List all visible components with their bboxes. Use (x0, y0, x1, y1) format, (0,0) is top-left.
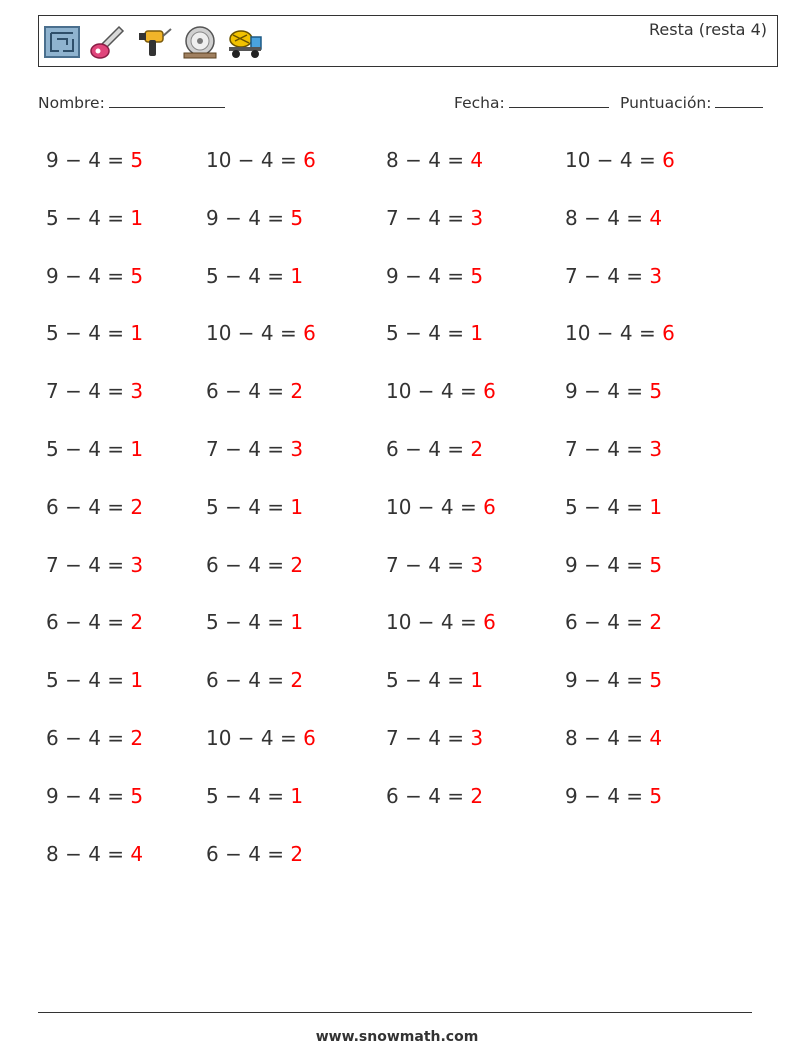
problem-item (386, 726, 483, 750)
problem-item (46, 148, 143, 172)
problem-answer: 5 (649, 668, 663, 693)
problem-answer: 1 (470, 668, 484, 693)
problem-question: 10 − 4 = (206, 726, 304, 750)
chainsaw-icon (89, 23, 127, 61)
problem-item (206, 842, 303, 866)
problem-item (46, 668, 143, 692)
problem-item (386, 264, 483, 288)
problem-question: 7 − 4 = (386, 205, 471, 230)
problem-answer: 1 (470, 321, 484, 346)
name-field (38, 93, 225, 112)
problem-question: 6 − 4 = (206, 552, 291, 577)
problem-answer: 5 (649, 379, 663, 404)
problem-item (206, 495, 303, 519)
problem-answer: 5 (649, 552, 663, 577)
problem-question: 8 − 4 = (565, 205, 650, 230)
problem-answer: 2 (290, 841, 304, 866)
problem-question: 7 − 4 = (565, 263, 650, 288)
problem-answer: 2 (130, 494, 144, 519)
problem-item (386, 784, 483, 808)
problem-question: 9 − 4 = (565, 552, 650, 577)
problem-item (565, 264, 662, 288)
problem-answer: 3 (470, 552, 484, 577)
problem-item (206, 437, 303, 461)
problem-question: 7 − 4 = (565, 437, 650, 461)
problem-answer: 6 (303, 321, 316, 346)
problem-item (386, 321, 483, 345)
problem-item (46, 264, 143, 288)
problem-question: 5 − 4 = (46, 321, 131, 346)
problem-question: 9 − 4 = (46, 783, 131, 808)
problem-item (46, 206, 143, 230)
problem-answer: 1 (130, 205, 144, 230)
date-blank[interactable] (509, 93, 609, 108)
problem-answer: 1 (290, 610, 304, 635)
problem-answer: 6 (303, 148, 316, 172)
problem-question: 7 − 4 = (386, 552, 471, 577)
problem-answer: 1 (290, 263, 304, 288)
problem-item (565, 726, 662, 750)
problem-question: 10 − 4 = (565, 321, 663, 346)
problem-question: 7 − 4 = (206, 437, 291, 461)
problem-answer: 2 (290, 379, 304, 404)
problem-item (206, 321, 316, 345)
footer-url: www.snowmath.com (315, 1029, 479, 1045)
problem-question: 6 − 4 = (206, 668, 291, 693)
problem-answer: 3 (649, 263, 663, 288)
problem-answer: 6 (662, 321, 675, 346)
problem-answer: 4 (649, 205, 663, 230)
problem-item (565, 610, 662, 634)
problem-answer: 5 (470, 263, 484, 288)
problem-item (206, 668, 303, 692)
problem-item (386, 148, 483, 172)
problem-question: 10 − 4 = (206, 321, 304, 346)
problem-item (206, 264, 303, 288)
problem-item (46, 321, 143, 345)
circular-saw-icon (181, 23, 219, 61)
problem-answer: 4 (470, 148, 484, 172)
problem-answer: 2 (290, 552, 304, 577)
problem-item (565, 206, 662, 230)
problem-question: 6 − 4 = (386, 783, 471, 808)
problem-question: 5 − 4 = (206, 263, 291, 288)
problem-answer: 2 (649, 610, 663, 635)
header-box (38, 15, 778, 67)
problem-answer: 2 (470, 437, 484, 461)
problem-question: 6 − 4 = (46, 610, 131, 635)
problem-answer: 3 (130, 552, 144, 577)
problem-question: 8 − 4 = (386, 148, 471, 172)
problem-answer: 4 (649, 726, 663, 750)
score-blank[interactable] (715, 93, 763, 108)
problem-question: 7 − 4 = (386, 726, 471, 750)
problem-question: 8 − 4 = (565, 726, 650, 750)
problem-answer: 3 (470, 726, 484, 750)
problem-item (565, 379, 662, 403)
problem-question: 10 − 4 = (386, 610, 484, 635)
problem-question: 5 − 4 = (386, 321, 471, 346)
problem-answer: 1 (290, 783, 304, 808)
problem-question: 6 − 4 = (565, 610, 650, 635)
name-blank[interactable] (109, 93, 225, 108)
problem-question: 6 − 4 = (206, 841, 291, 866)
problem-answer: 5 (130, 148, 144, 172)
maze-icon (43, 23, 81, 61)
problem-item (386, 553, 483, 577)
problem-answer: 2 (130, 610, 144, 635)
problem-item (565, 148, 675, 172)
problem-item (565, 321, 675, 345)
problem-item (46, 495, 143, 519)
problem-item (206, 784, 303, 808)
problem-item (46, 379, 143, 403)
problem-answer: 1 (130, 668, 144, 693)
problem-question: 9 − 4 = (565, 783, 650, 808)
problem-answer: 6 (483, 610, 496, 635)
problem-answer: 3 (470, 205, 484, 230)
problem-question: 9 − 4 = (565, 379, 650, 404)
problem-item (206, 379, 303, 403)
problem-answer: 3 (649, 437, 663, 461)
problem-item (565, 553, 662, 577)
problem-question: 5 − 4 = (46, 437, 131, 461)
problem-item (46, 437, 143, 461)
problem-question: 6 − 4 = (46, 726, 131, 750)
problem-question: 9 − 4 = (46, 148, 131, 172)
problem-question: 9 − 4 = (46, 263, 131, 288)
problem-item (565, 437, 662, 461)
problem-item (386, 668, 483, 692)
problem-question: 10 − 4 = (386, 494, 484, 519)
problem-answer: 3 (130, 379, 144, 404)
problem-answer: 2 (130, 726, 144, 750)
problem-question: 10 − 4 = (565, 148, 663, 172)
footer-divider (38, 1012, 752, 1013)
problem-item (46, 726, 143, 750)
score-label: Puntuación: (620, 94, 712, 112)
problem-item (565, 668, 662, 692)
problem-answer: 5 (649, 783, 663, 808)
problem-answer: 6 (662, 148, 675, 172)
problem-item (206, 148, 316, 172)
problem-question: 5 − 4 = (206, 494, 291, 519)
problem-answer: 1 (649, 494, 663, 519)
problem-question: 5 − 4 = (46, 668, 131, 693)
problem-item (386, 495, 496, 519)
problem-answer: 1 (290, 494, 304, 519)
problem-answer: 6 (303, 726, 316, 750)
problem-item (206, 206, 303, 230)
problem-item (386, 610, 496, 634)
problem-answer: 1 (130, 437, 144, 461)
worksheet-title: Resta (resta 4) (649, 20, 767, 39)
problem-question: 9 − 4 = (565, 668, 650, 693)
problem-item (386, 379, 496, 403)
cement-truck-icon (227, 23, 265, 61)
problem-question: 5 − 4 = (46, 205, 131, 230)
problem-answer: 6 (483, 379, 496, 404)
problem-question: 5 − 4 = (386, 668, 471, 693)
problem-question: 6 − 4 = (46, 494, 131, 519)
icon-strip (43, 22, 265, 62)
problem-question: 10 − 4 = (386, 379, 484, 404)
problem-answer: 5 (130, 783, 144, 808)
problem-item (46, 842, 143, 866)
problem-answer: 2 (290, 668, 304, 693)
problem-item (46, 610, 143, 634)
problem-question: 5 − 4 = (206, 610, 291, 635)
problem-item (565, 784, 662, 808)
problem-question: 7 − 4 = (46, 552, 131, 577)
problem-question: 5 − 4 = (206, 783, 291, 808)
problem-question: 8 − 4 = (46, 841, 131, 866)
problem-answer: 5 (130, 263, 144, 288)
problem-item (46, 784, 143, 808)
problem-question: 7 − 4 = (46, 379, 131, 404)
problem-item (46, 553, 143, 577)
problem-question: 9 − 4 = (206, 205, 291, 230)
problem-answer: 4 (130, 841, 144, 866)
problem-answer: 3 (290, 437, 304, 461)
problem-item (565, 495, 662, 519)
problem-question: 10 − 4 = (206, 148, 304, 172)
problem-answer: 5 (290, 205, 304, 230)
problem-question: 6 − 4 = (386, 437, 471, 461)
date-label: Fecha: (454, 94, 505, 112)
problem-item (206, 610, 303, 634)
problem-answer: 1 (130, 321, 144, 346)
problem-question: 5 − 4 = (565, 494, 650, 519)
drill-icon (135, 23, 173, 61)
problem-question: 9 − 4 = (386, 263, 471, 288)
problem-item (206, 726, 316, 750)
problem-item (386, 437, 483, 461)
name-label: Nombre: (38, 94, 105, 112)
problem-item (206, 553, 303, 577)
date-field (454, 93, 609, 112)
problem-question: 6 − 4 = (206, 379, 291, 404)
problem-answer: 6 (483, 494, 496, 519)
score-field (620, 93, 763, 112)
problem-answer: 2 (470, 783, 484, 808)
problem-item (386, 206, 483, 230)
